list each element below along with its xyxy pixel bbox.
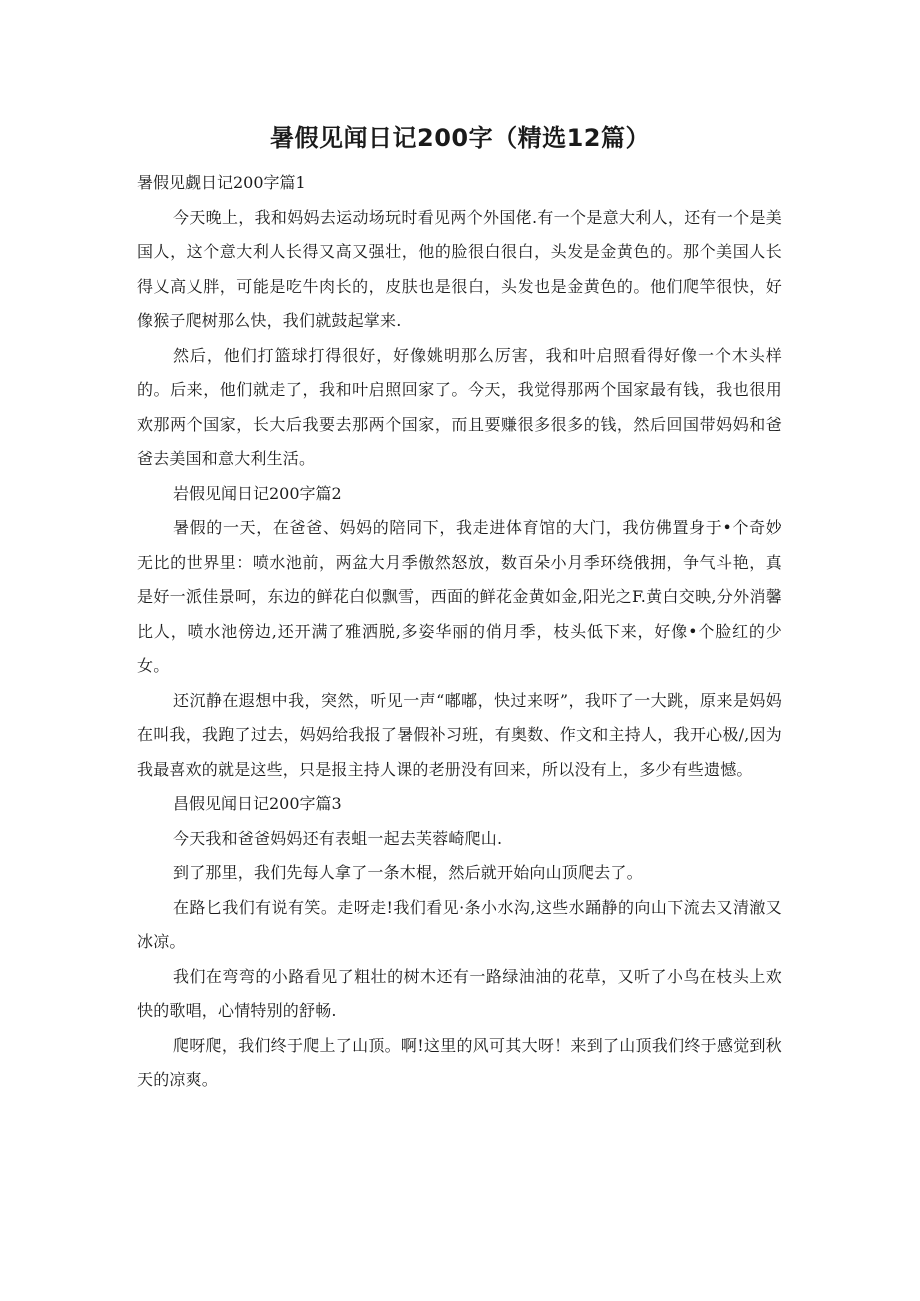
paragraph: 还沉静在遐想中我，突然，听见一声“嘟嘟，快过来呀”，我吓了一大跳，原来是妈妈在叫我，我跑了过去，妈妈给我报了暑假补习班，有奥数、作文和主持人，我开心极/,因为我最喜欢的就是这些，只是报主持人课的老册没有回来，所以没有上，多少有些遗憾。	[137, 690, 782, 779]
section-heading-1: 暑假见觑日记200字篇1	[137, 173, 306, 192]
section-heading-2: 岩假见闻日记200字篇2	[173, 483, 342, 503]
paragraph: 在路匕我们有说有笑。走呀走!我们看见·条小水沟,这些水踊静的向山下流去又清澈又冰凉。	[137, 897, 782, 951]
paragraph: 今天晚上，我和妈妈去运动场玩时看见两个外国佬.有一个是意大利人，还有一个是美国人，这个意大利人长得又高又强壮，他的脸很白很白，头发是金黄色的。那个美国人长得乂高乂胖，可能是吃牛肉长的，皮肤也是很白，头发也是金黄色的。他们爬竿很快，好像猴子爬树那么快，我们就鼓起掌来.	[137, 207, 782, 330]
document-title: 暑假见闻日记200字（精选12篇）	[270, 124, 650, 152]
paragraph: 然后，他们打篮球打得很好，好像姚明那么厉害，我和叶启照看得好像一个木头样的。后来，他们就走了，我和叶启照回家了。今天，我觉得那两个国家最有钱，我也很用欢那两个国家，长大后我要去那两个国家，而且要赚很多很多的钱，然后回国带妈妈和爸爸去美国和意大利生活。	[137, 345, 782, 468]
section-heading-3: 昌假见闻日记200字篇3	[173, 794, 342, 813]
paragraph: 今天我和爸爸妈妈还有表蛆一起去芙蓉崎爬山.	[173, 828, 503, 848]
document-body	[137, 166, 782, 1098]
paragraph: 到了那里，我们先每人拿了一条木棍，然后就开始向山顶爬去了。	[173, 863, 643, 882]
paragraph: 爬呀爬，我们终于爬上了山顶。啊!这里的风可其大呀！来到了山顶我们终于感觉到秋天的凉爽。	[137, 1035, 782, 1089]
paragraph: 我们在弯弯的小路看见了粗壮的树木还有一路绿油油的花草，又听了小鸟在枝头上欢快的歌唱，心情特别的舒畅.	[137, 966, 782, 1020]
paragraph: 暑假的一天，在爸爸、妈妈的陪同下，我走进体育馆的大门，我仿佛置身于•个奇妙无比的世界里：喷水池前，两盆大月季傲然怒放，数百朵小月季环绕俄拥，争气斗艳，真是好一派佳景呵，东边的鲜花白似飘雪，西面的鲜花金黄如金,阳光之F.黄白交映,分外消馨比人，喷水池傍边,还开满了雅洒脱,多姿华丽的俏月季，枝头低下来，好像•个脸红的少女。	[137, 518, 782, 675]
